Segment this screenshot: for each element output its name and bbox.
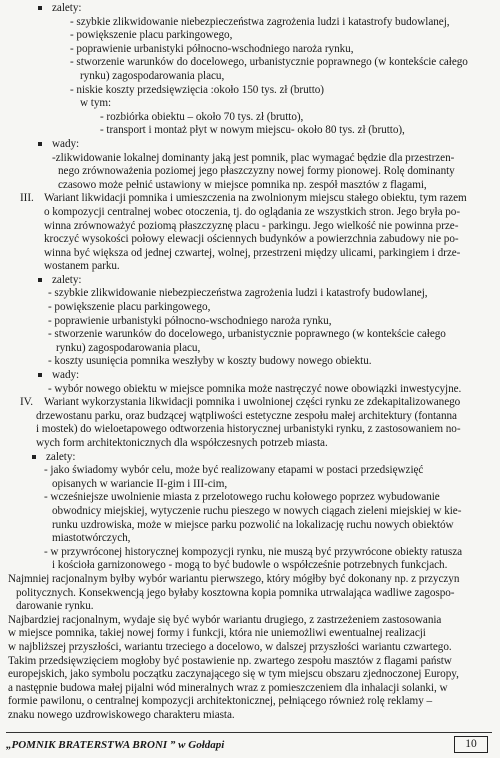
paragraph-line: Najbardziej racjonalnym, wydaje się być wybór wariantu drugiego, z zastrzeżeniem zastosowania [8,613,442,626]
document-body [8,2,494,722]
paragraph-line: a następnie budowa małej pijalni wód mineralnych wraz z pomieszczeniem dla inhalacji solanki, w [8,681,448,694]
list-item: - szybkie zlikwidowanie niebezpieczeństwa zagrożenia ludzi i katastrofy budowlanej, [48,287,428,300]
paragraph-line: czasowo może pełnić ustawiony w miejsce pomnika np. zespół masztów z flagami, [58,178,427,191]
list-item: - poprawienie urbanistyki północno-wschodniego naroża rynku, [48,314,332,327]
paragraph-line: -zlikwidowanie lokalnej dominanty jaką jest pomnik, plac wymagać będzie dla przestrzen- [52,151,455,164]
list-item: - stworzenie warunków do docelowego, urbanistycznie poprawnego (w kontekście całego [48,328,446,341]
paragraph-line: o kompozycji centralnej wobec otoczenia, tj. do oglądania ze wszystkich stron. Jego bryła po- [44,205,460,218]
paragraph-line: Najmniej racjonalnym byłby wybór wariantu pierwszego, który mógłby być dokonany np. z przyczyn [8,572,460,585]
list-item-continuation: rynku) zagospodarowania placu, [56,341,201,354]
square-bullet-icon [38,142,42,146]
square-bullet-icon [38,278,42,282]
paragraph-line: w najbliższej przyszłości, wariantu trzeciego a docelowo, w dalszej przyszłości wariantu czwartego. [8,640,452,653]
paragraph-line: europejskich, jako symbolu początku zaczynającego się w tym miejscu obszaru zjednoczonej Europy, [8,668,459,681]
section-heading-disadvantages: wady: [8,369,494,383]
paragraph-line: Takim przedsięwzięciem mogłoby być postawienie np. zwartego zespołu masztów z flagami państw [8,654,452,667]
list-item-continuation: rynku) zagospodarowania placu, [80,69,225,82]
list-item-continuation: miastotwórczych, [52,532,131,545]
square-bullet-icon [32,455,36,459]
list-item-continuation: obwodnicy miejskiej, wytyczenie ruchu pieszego w nowych ciągach zieleni miejskiej w kie- [52,504,462,517]
paragraph-line: kroczyć wysokości połowy elewacji ościennych budynków a powierzchnia zabudowy nie po- [44,233,459,246]
paragraph-line: winna być większa od jednej czwartej, wolnej, przestrzeni między ulicami, parkingiem i drze- [44,246,461,259]
paragraph-line: drzewostanu parku, oraz budzącej wątpliwości estetyczne zespołu małej architektury (fontanna [36,409,457,422]
roman-numeral-iv: IV. [20,396,34,409]
section-heading-disadvantages: wady: [8,138,494,152]
list-item: - w przywróconej historycznej kompozycji rynku, nie muszą być przywrócone obiekty ratusza [44,545,463,558]
list-item: - wybór nowego obiektu w miejsce pomnika może nastręczyć nowe obowiązki inwestycyjne. [48,382,462,395]
paragraph-line: darowanie rynku. [16,600,94,613]
section-heading-advantages: zalety: [8,451,494,465]
paragraph-line: i mostek) do wieloetapowego odtworzenia historycznej urbanistyki rynku, z zastosowaniem no- [36,423,461,436]
page-number: 10 [454,736,488,753]
section-heading-advantages: zalety: [8,2,494,16]
page-footer [6,732,492,755]
paragraph-line: w miejsce pomnika, takiej nowej formy i funkcji, która nie uniemożliwi ewentualnej realizacji [8,627,426,640]
roman-numeral-iii: III. [20,192,34,205]
paragraph-line: nego zrównoważenia poziomej jego płaszczyzny nowej formy pionowej. Rolę dominanty [58,165,455,178]
paragraph-line: winna zrównoważyć poziomą płaszczyznę placu - parkingu. Jego wielkość nie powinna prze- [44,219,459,232]
section-iii-line: III. Wariant likwidacji pomnika i umieszczenia na zwolnionym miejscu stałego obiektu, tym razem [20,192,467,205]
list-item-continuation: opisanych w wariancie II-gim i III-cim, [52,477,228,490]
list-item-continuation: runku uzdrowiska, może w miejsce parku pozwolić na lokalizację ruchu nowych obiektów [52,518,454,531]
list-item: - szybkie zlikwidowanie niebezpieczeństwa zagrożenia ludzi i katastrofy budowlanej, [70,15,450,28]
paragraph-line: wych form architektonicznych dla współczesnych potrzeb miasta. [36,437,328,449]
list-item: - niskie koszty przedsięwzięcia :około 150 tys. zł (brutto) [70,83,324,96]
list-subitem: - rozbiórka obiektu – około 70 tys. zł (brutto), [100,110,304,123]
list-item: - powiększenie placu parkingowego, [48,301,211,314]
section-heading-advantages: zalety: [8,274,494,288]
footer-title: „POMNIK BRATERSTWA BRONI ” w Gołdapi [6,739,225,751]
square-bullet-icon [38,373,42,377]
list-item: - koszty usunięcia pomnika weszłyby w koszty budowy nowego obiektu. [48,355,372,368]
list-item: - wcześniejsze uwolnienie miasta z przelotowego ruchu kołowego poprzez wybudowanie [44,491,440,504]
square-bullet-icon [38,6,42,10]
paragraph-line: znaku nowego uzdrowiskowego charakteru miasta. [8,708,235,721]
section-iv-line: IV. Wariant wykorzystania likwidacji pomnika i uwolnionej części rynku ze zdekapitalizowanego [20,396,461,409]
paragraph-line: politycznych. Konsekwencją jego byłaby kosztowna kopia pomnika utrwalająca wadliwe zagospo- [16,586,455,599]
paragraph-line: wostanem parku. [44,260,120,273]
paragraph-line: formie pawilonu, o centralnej kompozycji architektonicznej, pełniącego również rolę reklamy – [8,695,433,708]
list-subitem: - transport i montaż płyt w nowym miejscu- około 80 tys. zł (brutto), [100,124,405,137]
list-item: - jako świadomy wybór celu, może być realizowany etapami w postaci przedsięwzięć [44,464,424,477]
list-item: - poprawienie urbanistyki północno-wschodniego naroża rynku, [70,42,354,55]
list-item-subheading: w tym: [80,97,112,110]
list-item-continuation: i kościoła garnizonowego - mogą to być budowle o współcześnie potrzebnych funkcjach. [52,559,448,572]
list-item: - stworzenie warunków do docelowego, urbanistycznie poprawnego (w kontekście całego [70,56,468,69]
list-item: - powiększenie placu parkingowego, [70,29,233,42]
